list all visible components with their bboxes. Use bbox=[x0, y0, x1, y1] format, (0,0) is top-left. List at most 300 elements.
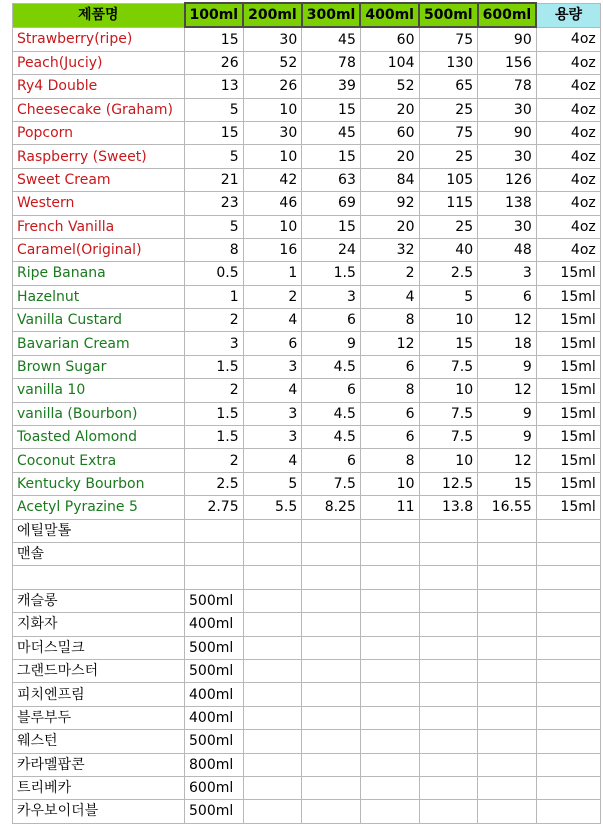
empty-cell bbox=[478, 659, 537, 682]
amount-cell: 65 bbox=[419, 75, 478, 98]
amount-cell bbox=[185, 566, 244, 589]
amount-cell bbox=[360, 519, 419, 542]
table-row bbox=[13, 613, 601, 636]
amount-cell: 1.5 bbox=[302, 262, 361, 285]
liquid-volume-cell: 400ml bbox=[185, 683, 244, 706]
product-name-cell: Vanilla Custard bbox=[13, 309, 185, 332]
liquid-volume-cell: 500ml bbox=[185, 659, 244, 682]
table-row bbox=[13, 683, 601, 706]
empty-cell bbox=[478, 706, 537, 729]
capacity-cell: 15ml bbox=[536, 449, 600, 472]
capacity-cell: 4oz bbox=[536, 238, 600, 261]
table-row bbox=[13, 566, 601, 589]
table-row bbox=[13, 215, 601, 238]
amount-cell: 7.5 bbox=[419, 355, 478, 378]
capacity-cell: 4oz bbox=[536, 75, 600, 98]
amount-cell: 3 bbox=[243, 355, 302, 378]
amount-cell: 4.5 bbox=[302, 402, 361, 425]
header-400ml: 400ml bbox=[360, 3, 419, 27]
amount-cell: 18 bbox=[478, 332, 537, 355]
amount-cell: 6 bbox=[243, 332, 302, 355]
amount-cell: 1.5 bbox=[185, 426, 244, 449]
amount-cell: 16.55 bbox=[478, 496, 537, 519]
capacity-cell: 4oz bbox=[536, 215, 600, 238]
empty-cell bbox=[478, 589, 537, 612]
empty-cell bbox=[419, 800, 478, 823]
product-name-cell: Raspberry (Sweet) bbox=[13, 145, 185, 168]
amount-cell: 69 bbox=[302, 192, 361, 215]
amount-cell bbox=[419, 566, 478, 589]
amount-cell: 2 bbox=[360, 262, 419, 285]
liquid-name-cell: 그랜드마스터 bbox=[13, 659, 185, 682]
amount-cell: 12 bbox=[478, 379, 537, 402]
amount-cell: 60 bbox=[360, 121, 419, 144]
header-row bbox=[13, 3, 601, 27]
capacity-cell: 15ml bbox=[536, 332, 600, 355]
capacity-cell bbox=[536, 542, 600, 565]
amount-cell: 3 bbox=[243, 402, 302, 425]
empty-cell bbox=[419, 683, 478, 706]
amount-cell: 20 bbox=[360, 145, 419, 168]
liquid-name-cell: 마더스밀크 bbox=[13, 636, 185, 659]
empty-cell bbox=[536, 683, 600, 706]
amount-cell: 4.5 bbox=[302, 355, 361, 378]
table-row bbox=[13, 589, 601, 612]
table-row bbox=[13, 262, 601, 285]
empty-cell bbox=[302, 613, 361, 636]
liquid-name-cell: 블루부두 bbox=[13, 706, 185, 729]
amount-cell: 10 bbox=[243, 215, 302, 238]
amount-cell: 5 bbox=[185, 145, 244, 168]
amount-cell: 2 bbox=[243, 285, 302, 308]
amount-cell: 2.5 bbox=[419, 262, 478, 285]
amount-cell: 8 bbox=[360, 449, 419, 472]
product-name-cell: Ry4 Double bbox=[13, 75, 185, 98]
amount-cell: 15 bbox=[302, 145, 361, 168]
product-name-cell: vanilla (Bourbon) bbox=[13, 402, 185, 425]
product-name-cell: Toasted Alomond bbox=[13, 426, 185, 449]
empty-cell bbox=[302, 659, 361, 682]
amount-cell: 7.5 bbox=[302, 472, 361, 495]
amount-cell: 8 bbox=[185, 238, 244, 261]
empty-cell bbox=[360, 613, 419, 636]
header-200ml: 200ml bbox=[243, 3, 302, 27]
amount-cell: 2 bbox=[185, 309, 244, 332]
amount-cell: 6 bbox=[478, 285, 537, 308]
capacity-cell: 15ml bbox=[536, 379, 600, 402]
amount-cell: 16 bbox=[243, 238, 302, 261]
amount-cell bbox=[185, 542, 244, 565]
amount-cell: 12.5 bbox=[419, 472, 478, 495]
empty-cell bbox=[243, 730, 302, 753]
header-500ml: 500ml bbox=[419, 3, 478, 27]
empty-cell bbox=[302, 636, 361, 659]
product-name-cell: Peach(Juciy) bbox=[13, 51, 185, 74]
amount-cell: 90 bbox=[478, 27, 537, 51]
liquid-volume-cell: 500ml bbox=[185, 636, 244, 659]
empty-cell bbox=[478, 683, 537, 706]
product-name-cell: 에틸말톨 bbox=[13, 519, 185, 542]
amount-cell: 78 bbox=[302, 51, 361, 74]
product-name-cell: Bavarian Cream bbox=[13, 332, 185, 355]
empty-cell bbox=[360, 800, 419, 823]
amount-cell: 2 bbox=[185, 379, 244, 402]
product-name-cell: Coconut Extra bbox=[13, 449, 185, 472]
amount-cell: 60 bbox=[360, 27, 419, 51]
amount-cell: 138 bbox=[478, 192, 537, 215]
liquid-name-cell: 피치엔프림 bbox=[13, 683, 185, 706]
amount-cell: 84 bbox=[360, 168, 419, 191]
empty-cell bbox=[360, 636, 419, 659]
amount-cell: 8.25 bbox=[302, 496, 361, 519]
empty-cell bbox=[478, 800, 537, 823]
amount-cell bbox=[243, 519, 302, 542]
table-row bbox=[13, 168, 601, 191]
amount-cell: 30 bbox=[243, 27, 302, 51]
amount-cell: 126 bbox=[478, 168, 537, 191]
amount-cell: 156 bbox=[478, 51, 537, 74]
amount-cell: 10 bbox=[243, 145, 302, 168]
amount-cell: 8 bbox=[360, 309, 419, 332]
capacity-cell: 4oz bbox=[536, 192, 600, 215]
liquid-name-cell: 카라멜팝콘 bbox=[13, 753, 185, 776]
liquid-name-cell: 트리베카 bbox=[13, 776, 185, 799]
amount-cell: 15 bbox=[478, 472, 537, 495]
amount-cell: 15 bbox=[185, 121, 244, 144]
amount-cell: 1 bbox=[243, 262, 302, 285]
table-row bbox=[13, 355, 601, 378]
table-row bbox=[13, 238, 601, 261]
product-name-cell: French Vanilla bbox=[13, 215, 185, 238]
amount-cell: 12 bbox=[478, 449, 537, 472]
amount-cell: 45 bbox=[302, 27, 361, 51]
empty-cell bbox=[419, 636, 478, 659]
amount-cell bbox=[419, 519, 478, 542]
header-600ml: 600ml bbox=[478, 3, 537, 27]
empty-cell bbox=[360, 730, 419, 753]
empty-cell bbox=[360, 589, 419, 612]
capacity-cell: 15ml bbox=[536, 472, 600, 495]
amount-cell: 5 bbox=[419, 285, 478, 308]
amount-cell: 63 bbox=[302, 168, 361, 191]
product-name-cell: Acetyl Pyrazine 5 bbox=[13, 496, 185, 519]
capacity-cell: 4oz bbox=[536, 145, 600, 168]
amount-cell: 30 bbox=[478, 145, 537, 168]
product-name-cell: Caramel(Original) bbox=[13, 238, 185, 261]
empty-cell bbox=[302, 730, 361, 753]
empty-cell bbox=[360, 706, 419, 729]
table-row bbox=[13, 145, 601, 168]
amount-cell: 5.5 bbox=[243, 496, 302, 519]
liquid-name-cell: 웨스턴 bbox=[13, 730, 185, 753]
amount-cell bbox=[478, 542, 537, 565]
empty-cell bbox=[243, 613, 302, 636]
amount-cell: 7.5 bbox=[419, 426, 478, 449]
product-name-cell: Popcorn bbox=[13, 121, 185, 144]
header-capacity: 용량 bbox=[536, 3, 600, 27]
empty-cell bbox=[478, 613, 537, 636]
table-row bbox=[13, 472, 601, 495]
liquid-name-cell: 카우보이더블 bbox=[13, 800, 185, 823]
empty-cell bbox=[478, 636, 537, 659]
amount-cell: 115 bbox=[419, 192, 478, 215]
amount-cell: 25 bbox=[419, 215, 478, 238]
amount-cell: 4 bbox=[243, 379, 302, 402]
amount-cell: 75 bbox=[419, 27, 478, 51]
amount-cell: 3 bbox=[478, 262, 537, 285]
amount-cell: 26 bbox=[185, 51, 244, 74]
empty-cell bbox=[302, 683, 361, 706]
liquid-name-cell: 캐슬롱 bbox=[13, 589, 185, 612]
capacity-cell bbox=[536, 566, 600, 589]
amount-cell: 20 bbox=[360, 98, 419, 121]
amount-cell: 26 bbox=[243, 75, 302, 98]
amount-cell: 90 bbox=[478, 121, 537, 144]
empty-cell bbox=[302, 589, 361, 612]
capacity-cell: 4oz bbox=[536, 27, 600, 51]
table-row bbox=[13, 519, 601, 542]
amount-cell: 5 bbox=[185, 98, 244, 121]
product-name-cell: Cheesecake (Graham) bbox=[13, 98, 185, 121]
table-row bbox=[13, 192, 601, 215]
table-row bbox=[13, 426, 601, 449]
empty-cell bbox=[419, 753, 478, 776]
empty-cell bbox=[243, 776, 302, 799]
amount-cell: 6 bbox=[360, 355, 419, 378]
empty-cell bbox=[360, 776, 419, 799]
liquid-name-cell: 지화자 bbox=[13, 613, 185, 636]
capacity-cell: 15ml bbox=[536, 496, 600, 519]
table-row bbox=[13, 496, 601, 519]
amount-cell: 24 bbox=[302, 238, 361, 261]
empty-cell bbox=[536, 730, 600, 753]
capacity-cell bbox=[536, 519, 600, 542]
amount-cell: 15 bbox=[185, 27, 244, 51]
amount-cell: 4.5 bbox=[302, 426, 361, 449]
amount-cell bbox=[243, 566, 302, 589]
capacity-cell: 4oz bbox=[536, 168, 600, 191]
amount-cell: 6 bbox=[360, 402, 419, 425]
empty-cell bbox=[419, 776, 478, 799]
volume-rows bbox=[13, 589, 601, 823]
table-row bbox=[13, 121, 601, 144]
amount-cell: 9 bbox=[478, 402, 537, 425]
capacity-cell: 4oz bbox=[536, 98, 600, 121]
capacity-cell: 15ml bbox=[536, 285, 600, 308]
table-row bbox=[13, 800, 601, 823]
amount-cell: 2.5 bbox=[185, 472, 244, 495]
product-name-cell bbox=[13, 566, 185, 589]
empty-cell bbox=[478, 730, 537, 753]
header-300ml: 300ml bbox=[302, 3, 361, 27]
amount-cell bbox=[302, 542, 361, 565]
amount-cell: 10 bbox=[360, 472, 419, 495]
amount-cell: 21 bbox=[185, 168, 244, 191]
empty-cell bbox=[360, 659, 419, 682]
amount-cell: 3 bbox=[185, 332, 244, 355]
amount-cell: 10 bbox=[419, 449, 478, 472]
capacity-cell: 15ml bbox=[536, 355, 600, 378]
empty-cell bbox=[360, 683, 419, 706]
liquid-volume-cell: 400ml bbox=[185, 706, 244, 729]
amount-cell: 92 bbox=[360, 192, 419, 215]
table-row bbox=[13, 730, 601, 753]
table-row bbox=[13, 98, 601, 121]
amount-cell: 2 bbox=[185, 449, 244, 472]
liquid-volume-cell: 500ml bbox=[185, 589, 244, 612]
amount-cell: 9 bbox=[478, 426, 537, 449]
empty-cell bbox=[536, 776, 600, 799]
empty-cell bbox=[243, 636, 302, 659]
amount-cell: 6 bbox=[302, 449, 361, 472]
product-name-cell: Sweet Cream bbox=[13, 168, 185, 191]
empty-cell bbox=[243, 659, 302, 682]
table-row bbox=[13, 706, 601, 729]
amount-cell bbox=[302, 519, 361, 542]
amount-cell: 5 bbox=[185, 215, 244, 238]
recipe-table bbox=[12, 2, 601, 824]
amount-cell: 12 bbox=[360, 332, 419, 355]
empty-cell bbox=[243, 753, 302, 776]
liquid-volume-cell: 400ml bbox=[185, 613, 244, 636]
amount-cell: 0.5 bbox=[185, 262, 244, 285]
amount-cell: 5 bbox=[243, 472, 302, 495]
amount-cell: 15 bbox=[302, 98, 361, 121]
amount-cell bbox=[302, 566, 361, 589]
empty-cell bbox=[302, 706, 361, 729]
amount-cell: 39 bbox=[302, 75, 361, 98]
table-row bbox=[13, 309, 601, 332]
amount-cell bbox=[419, 542, 478, 565]
table-row bbox=[13, 75, 601, 98]
liquid-volume-cell: 800ml bbox=[185, 753, 244, 776]
amount-cell: 10 bbox=[243, 98, 302, 121]
amount-cell: 104 bbox=[360, 51, 419, 74]
amount-cell: 52 bbox=[360, 75, 419, 98]
amount-cell: 1.5 bbox=[185, 355, 244, 378]
table-row bbox=[13, 776, 601, 799]
amount-cell: 52 bbox=[243, 51, 302, 74]
amount-cell: 32 bbox=[360, 238, 419, 261]
amount-cell: 25 bbox=[419, 145, 478, 168]
amount-cell: 10 bbox=[419, 379, 478, 402]
capacity-cell: 15ml bbox=[536, 309, 600, 332]
empty-cell bbox=[243, 683, 302, 706]
amount-cell: 15 bbox=[419, 332, 478, 355]
amount-cell: 10 bbox=[419, 309, 478, 332]
capacity-cell: 15ml bbox=[536, 402, 600, 425]
header-product-name: 제품명 bbox=[13, 3, 185, 27]
product-name-cell: Hazelnut bbox=[13, 285, 185, 308]
capacity-cell: 15ml bbox=[536, 262, 600, 285]
empty-cell bbox=[419, 730, 478, 753]
capacity-cell: 4oz bbox=[536, 51, 600, 74]
empty-cell bbox=[243, 589, 302, 612]
empty-cell bbox=[243, 800, 302, 823]
amount-cell: 6 bbox=[302, 379, 361, 402]
liquid-volume-cell: 600ml bbox=[185, 776, 244, 799]
amount-cell: 30 bbox=[478, 215, 537, 238]
amount-cell: 23 bbox=[185, 192, 244, 215]
amount-cell: 13.8 bbox=[419, 496, 478, 519]
amount-cell: 8 bbox=[360, 379, 419, 402]
amount-cell: 4 bbox=[360, 285, 419, 308]
amount-cell: 45 bbox=[302, 121, 361, 144]
empty-cell bbox=[478, 753, 537, 776]
amount-cell: 6 bbox=[302, 309, 361, 332]
empty-cell bbox=[536, 589, 600, 612]
amount-cell: 78 bbox=[478, 75, 537, 98]
header-100ml: 100ml bbox=[185, 3, 244, 27]
amount-cell: 11 bbox=[360, 496, 419, 519]
empty-cell bbox=[536, 706, 600, 729]
amount-cell: 1.5 bbox=[185, 402, 244, 425]
amount-cell: 130 bbox=[419, 51, 478, 74]
product-name-cell: Strawberry(ripe) bbox=[13, 27, 185, 51]
amount-cell: 48 bbox=[478, 238, 537, 261]
empty-cell bbox=[360, 753, 419, 776]
table-row bbox=[13, 51, 601, 74]
amount-cell: 25 bbox=[419, 98, 478, 121]
amount-cell bbox=[360, 542, 419, 565]
table-row bbox=[13, 379, 601, 402]
table-row bbox=[13, 402, 601, 425]
amount-cell: 1 bbox=[185, 285, 244, 308]
product-name-cell: 맨솔 bbox=[13, 542, 185, 565]
empty-cell bbox=[302, 753, 361, 776]
amount-cell: 75 bbox=[419, 121, 478, 144]
amount-cell: 4 bbox=[243, 309, 302, 332]
empty-cell bbox=[302, 800, 361, 823]
amount-cell: 20 bbox=[360, 215, 419, 238]
amount-cell: 30 bbox=[478, 98, 537, 121]
table-row bbox=[13, 753, 601, 776]
capacity-cell: 4oz bbox=[536, 121, 600, 144]
amount-cell bbox=[478, 566, 537, 589]
product-rows bbox=[13, 27, 601, 589]
amount-cell: 2.75 bbox=[185, 496, 244, 519]
amount-cell: 3 bbox=[243, 426, 302, 449]
amount-cell: 40 bbox=[419, 238, 478, 261]
empty-cell bbox=[536, 613, 600, 636]
liquid-volume-cell: 500ml bbox=[185, 730, 244, 753]
amount-cell: 30 bbox=[243, 121, 302, 144]
empty-cell bbox=[419, 613, 478, 636]
product-name-cell: Brown Sugar bbox=[13, 355, 185, 378]
table-row bbox=[13, 449, 601, 472]
amount-cell: 6 bbox=[360, 426, 419, 449]
empty-cell bbox=[536, 636, 600, 659]
empty-cell bbox=[419, 589, 478, 612]
table-row bbox=[13, 636, 601, 659]
amount-cell: 9 bbox=[302, 332, 361, 355]
amount-cell: 3 bbox=[302, 285, 361, 308]
table-row bbox=[13, 27, 601, 51]
amount-cell: 13 bbox=[185, 75, 244, 98]
table-row bbox=[13, 285, 601, 308]
empty-cell bbox=[536, 659, 600, 682]
empty-cell bbox=[243, 706, 302, 729]
amount-cell: 9 bbox=[478, 355, 537, 378]
table-row bbox=[13, 542, 601, 565]
empty-cell bbox=[419, 659, 478, 682]
table-row bbox=[13, 332, 601, 355]
empty-cell bbox=[419, 706, 478, 729]
product-name-cell: vanilla 10 bbox=[13, 379, 185, 402]
empty-cell bbox=[478, 776, 537, 799]
amount-cell: 12 bbox=[478, 309, 537, 332]
empty-cell bbox=[536, 753, 600, 776]
